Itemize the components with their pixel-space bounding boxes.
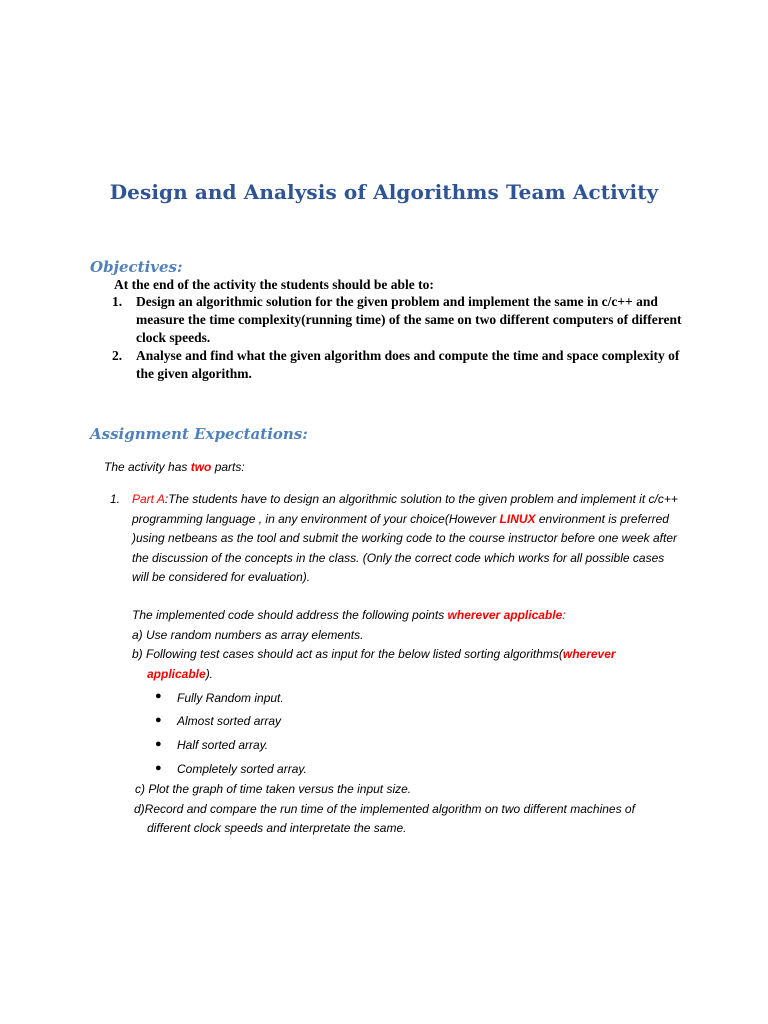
objectives-intro: At the end of the activity the students should be able to: (114, 277, 434, 292)
linux-highlight: LINUX (499, 511, 536, 526)
intro-highlight: two (190, 460, 212, 474)
point-d-continued: different clock speeds and interpretate the same. (147, 821, 407, 835)
point-b-end: ). (205, 667, 214, 681)
part-number: 1. (110, 492, 121, 506)
objective-text: Analyse and find what the given algorithm does and compute the time and space complexity of the given algorithm. (136, 348, 680, 381)
test-case-item: Fully Random input. (177, 691, 284, 705)
objectives-heading: Objectives: (90, 258, 183, 276)
intro-text-end: parts: (211, 460, 245, 474)
points-colon: : (562, 608, 566, 622)
part-a-paragraph (132, 490, 680, 588)
part-a-text-continued: environment is preferred )using netbeans as the tool and submit the working code to the course instructor before one week after the discussion of the concepts in the class. (Only the correct code which works for all possible cases will be considered for evaluation). (132, 511, 677, 584)
activity-intro (104, 458, 245, 478)
point-b-highlight-2: applicable (147, 667, 206, 681)
objective-number: 1. (112, 294, 123, 309)
document-title: Design and Analysis of Algorithms Team Activity (109, 180, 659, 204)
points-intro (132, 606, 566, 626)
bullet-icon: ● (155, 690, 162, 702)
objective-text: Design an algorithmic solution for the given problem and implement the same in c/c++ and measure the time complexity(running time) of the same on two different computers of different clock speeds. (136, 294, 682, 345)
test-case-item: Almost sorted array (177, 714, 282, 728)
bullet-icon: ● (155, 762, 162, 774)
point-b-highlight: wherever (562, 647, 616, 661)
bullet-icon: ● (155, 714, 162, 726)
points-text: The implemented code should address the following points (132, 608, 448, 622)
assignment-expectations-heading: Assignment Expectations: (90, 425, 308, 443)
objectives-list (112, 293, 692, 383)
point-d: d)Record and compare the run time of the implemented algorithm on two different machines of (134, 802, 635, 816)
intro-text: The activity has (104, 460, 191, 474)
point-b-text: b) Following test cases should act as input for the below listed sorting algorithms( (132, 647, 563, 661)
points-highlight: wherever applicable (447, 608, 563, 622)
point-b (132, 645, 672, 665)
test-case-item: Half sorted array. (177, 738, 269, 752)
objective-item (112, 347, 692, 383)
point-a: a) Use random numbers as array elements. (132, 628, 364, 642)
bullet-icon: ● (155, 738, 162, 750)
test-case-item: Completely sorted array. (177, 762, 307, 776)
objective-item (112, 293, 692, 347)
part-a-label: Part A (132, 492, 165, 506)
part-a-text: :The students have to design an algorithmic solution to the given problem and implement it c/c++ programming language , in any environment of your choice(However (132, 492, 678, 526)
point-c: c) Plot the graph of time taken versus the input size. (135, 782, 412, 796)
point-b-continued (147, 665, 213, 685)
objective-number: 2. (112, 348, 123, 363)
